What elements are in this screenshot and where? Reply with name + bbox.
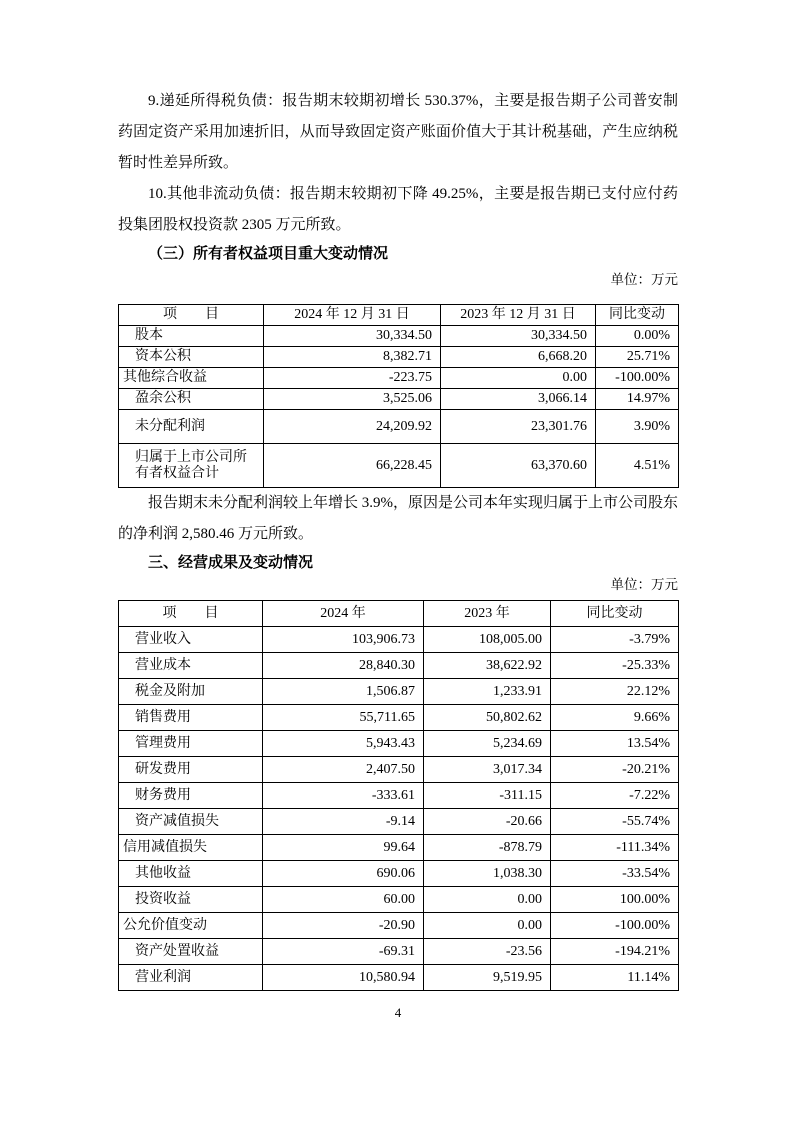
value-cell-chg: 4.51%	[596, 444, 679, 488]
heading-operating-section: 三、经营成果及变动情况	[148, 555, 314, 571]
row-label-cell: 税金及附加	[119, 679, 263, 705]
paragraph-deferred-tax: 9.递延所得税负债：报告期末较期初增长 530.37%，主要是报告期子公司普安制药固定资产采用加速折旧，从而导致固定资产账面价值大于其计税基础，产生应纳税暂时性差异所致。	[118, 93, 678, 171]
operating-table-header-row	[119, 601, 679, 627]
value-cell-v1: 3,525.06	[264, 389, 441, 410]
value-cell-v2: 0.00	[441, 368, 596, 389]
value-cell-v2: -878.79	[424, 835, 551, 861]
value-cell-chg: 22.12%	[551, 679, 679, 705]
row-label-cell: 资产减值损失	[119, 809, 263, 835]
value-cell-v1: -20.90	[263, 913, 424, 939]
value-cell-chg: 0.00%	[596, 326, 679, 347]
row-label-cell: 销售费用	[119, 705, 263, 731]
value-cell-v2: 0.00	[424, 913, 551, 939]
column-header-2023: 2023 年	[424, 601, 551, 627]
table-row	[119, 679, 679, 705]
column-header-2023-date: 2023 年 12 月 31 日	[441, 305, 596, 326]
table-row	[119, 653, 679, 679]
table-row	[119, 627, 679, 653]
column-header-yoy-change: 同比变动	[596, 305, 679, 326]
table-row	[119, 705, 679, 731]
value-cell-v1: 5,943.43	[263, 731, 424, 757]
value-cell-v2: 50,802.62	[424, 705, 551, 731]
value-cell-v1: 28,840.30	[263, 653, 424, 679]
table-row	[119, 326, 679, 347]
column-header-2024: 2024 年	[263, 601, 424, 627]
table-row	[119, 347, 679, 368]
value-cell-chg: -7.22%	[551, 783, 679, 809]
table-row	[119, 939, 679, 965]
row-label-cell: 其他综合收益	[119, 368, 264, 389]
row-label-cell: 信用减值损失	[119, 835, 263, 861]
table-row	[119, 861, 679, 887]
value-cell-chg: -100.00%	[596, 368, 679, 389]
value-cell-v1: 8,382.71	[264, 347, 441, 368]
table-row	[119, 809, 679, 835]
value-cell-chg: 13.54%	[551, 731, 679, 757]
value-cell-chg: 25.71%	[596, 347, 679, 368]
value-cell-v2: 38,622.92	[424, 653, 551, 679]
unit-label-operating: 单位：万元	[610, 577, 678, 592]
row-label-cell: 营业成本	[119, 653, 263, 679]
table-row	[119, 887, 679, 913]
table-row	[119, 444, 679, 488]
value-cell-v1: 690.06	[263, 861, 424, 887]
value-cell-v2: 30,334.50	[441, 326, 596, 347]
value-cell-v2: 108,005.00	[424, 627, 551, 653]
value-cell-v1: 2,407.50	[263, 757, 424, 783]
value-cell-v1: 60.00	[263, 887, 424, 913]
table-row	[119, 389, 679, 410]
row-label-cell: 财务费用	[119, 783, 263, 809]
paragraph-other-noncurrent: 10.其他非流动负债：报告期末较期初下降 49.25%，主要是报告期已支付应付药投集团股权投资款 2305 万元所致。	[118, 186, 678, 233]
value-cell-chg: -111.34%	[551, 835, 679, 861]
value-cell-v1: -333.61	[263, 783, 424, 809]
value-cell-v2: 1,038.30	[424, 861, 551, 887]
value-cell-v1: 99.64	[263, 835, 424, 861]
value-cell-v2: 23,301.76	[441, 410, 596, 444]
row-label-cell: 其他收益	[119, 861, 263, 887]
column-header-yoy-change: 同比变动	[551, 601, 679, 627]
value-cell-v2: 1,233.91	[424, 679, 551, 705]
value-cell-v1: 103,906.73	[263, 627, 424, 653]
value-cell-v1: 55,711.65	[263, 705, 424, 731]
value-cell-v1: 10,580.94	[263, 965, 424, 991]
value-cell-chg: -194.21%	[551, 939, 679, 965]
unit-label-equity: 单位：万元	[610, 272, 678, 287]
row-label-cell: 管理费用	[119, 731, 263, 757]
table-row	[119, 757, 679, 783]
row-label-cell: 盈余公积	[119, 389, 264, 410]
value-cell-v2: -20.66	[424, 809, 551, 835]
value-cell-v1: -69.31	[263, 939, 424, 965]
value-cell-v1: -9.14	[263, 809, 424, 835]
value-cell-v2: 9,519.95	[424, 965, 551, 991]
value-cell-v2: 63,370.60	[441, 444, 596, 488]
table-row	[119, 410, 679, 444]
heading-equity-section: （三）所有者权益项目重大变动情况	[148, 246, 389, 262]
operating-table	[118, 600, 679, 991]
value-cell-v2: 5,234.69	[424, 731, 551, 757]
value-cell-chg: 11.14%	[551, 965, 679, 991]
value-cell-v2: -23.56	[424, 939, 551, 965]
value-cell-v1: 30,334.50	[264, 326, 441, 347]
value-cell-v1: 1,506.87	[263, 679, 424, 705]
equity-table-header-row	[119, 305, 679, 326]
paragraph-retained-earnings: 报告期末未分配利润较上年增长 3.9%，原因是公司本年实现归属于上市公司股东的净利润 2,580.46 万元所致。	[118, 495, 678, 542]
value-cell-v2: 3,017.34	[424, 757, 551, 783]
table-row	[119, 965, 679, 991]
table-row	[119, 783, 679, 809]
row-label-cell: 研发费用	[119, 757, 263, 783]
value-cell-chg: -3.79%	[551, 627, 679, 653]
row-label-cell: 营业利润	[119, 965, 263, 991]
table-row	[119, 913, 679, 939]
value-cell-chg: -20.21%	[551, 757, 679, 783]
value-cell-chg: -55.74%	[551, 809, 679, 835]
column-header-item: 项 目	[119, 305, 264, 326]
value-cell-v2: 6,668.20	[441, 347, 596, 368]
value-cell-v2: 3,066.14	[441, 389, 596, 410]
column-header-2024-date: 2024 年 12 月 31 日	[264, 305, 441, 326]
row-label-cell: 资产处置收益	[119, 939, 263, 965]
value-cell-v1: 66,228.45	[264, 444, 441, 488]
value-cell-chg: 14.97%	[596, 389, 679, 410]
row-label-cell: 投资收益	[119, 887, 263, 913]
row-label-cell: 股本	[119, 326, 264, 347]
table-row	[119, 731, 679, 757]
value-cell-chg: 9.66%	[551, 705, 679, 731]
value-cell-v2: 0.00	[424, 887, 551, 913]
value-cell-v1: 24,209.92	[264, 410, 441, 444]
value-cell-v2: -311.15	[424, 783, 551, 809]
row-label-cell: 营业收入	[119, 627, 263, 653]
value-cell-chg: 100.00%	[551, 887, 679, 913]
value-cell-chg: 3.90%	[596, 410, 679, 444]
row-label-cell: 资本公积	[119, 347, 264, 368]
row-label-cell: 未分配利润	[119, 410, 264, 444]
page-number: 4	[394, 1005, 402, 1020]
value-cell-chg: -100.00%	[551, 913, 679, 939]
value-cell-chg: -33.54%	[551, 861, 679, 887]
table-row	[119, 368, 679, 389]
column-header-item: 项 目	[119, 601, 263, 627]
value-cell-v1: -223.75	[264, 368, 441, 389]
equity-table	[118, 304, 679, 488]
row-label-cell: 归属于上市公司所有者权益合计	[119, 444, 264, 488]
table-row	[119, 835, 679, 861]
row-label-cell: 公允价值变动	[119, 913, 263, 939]
value-cell-chg: -25.33%	[551, 653, 679, 679]
